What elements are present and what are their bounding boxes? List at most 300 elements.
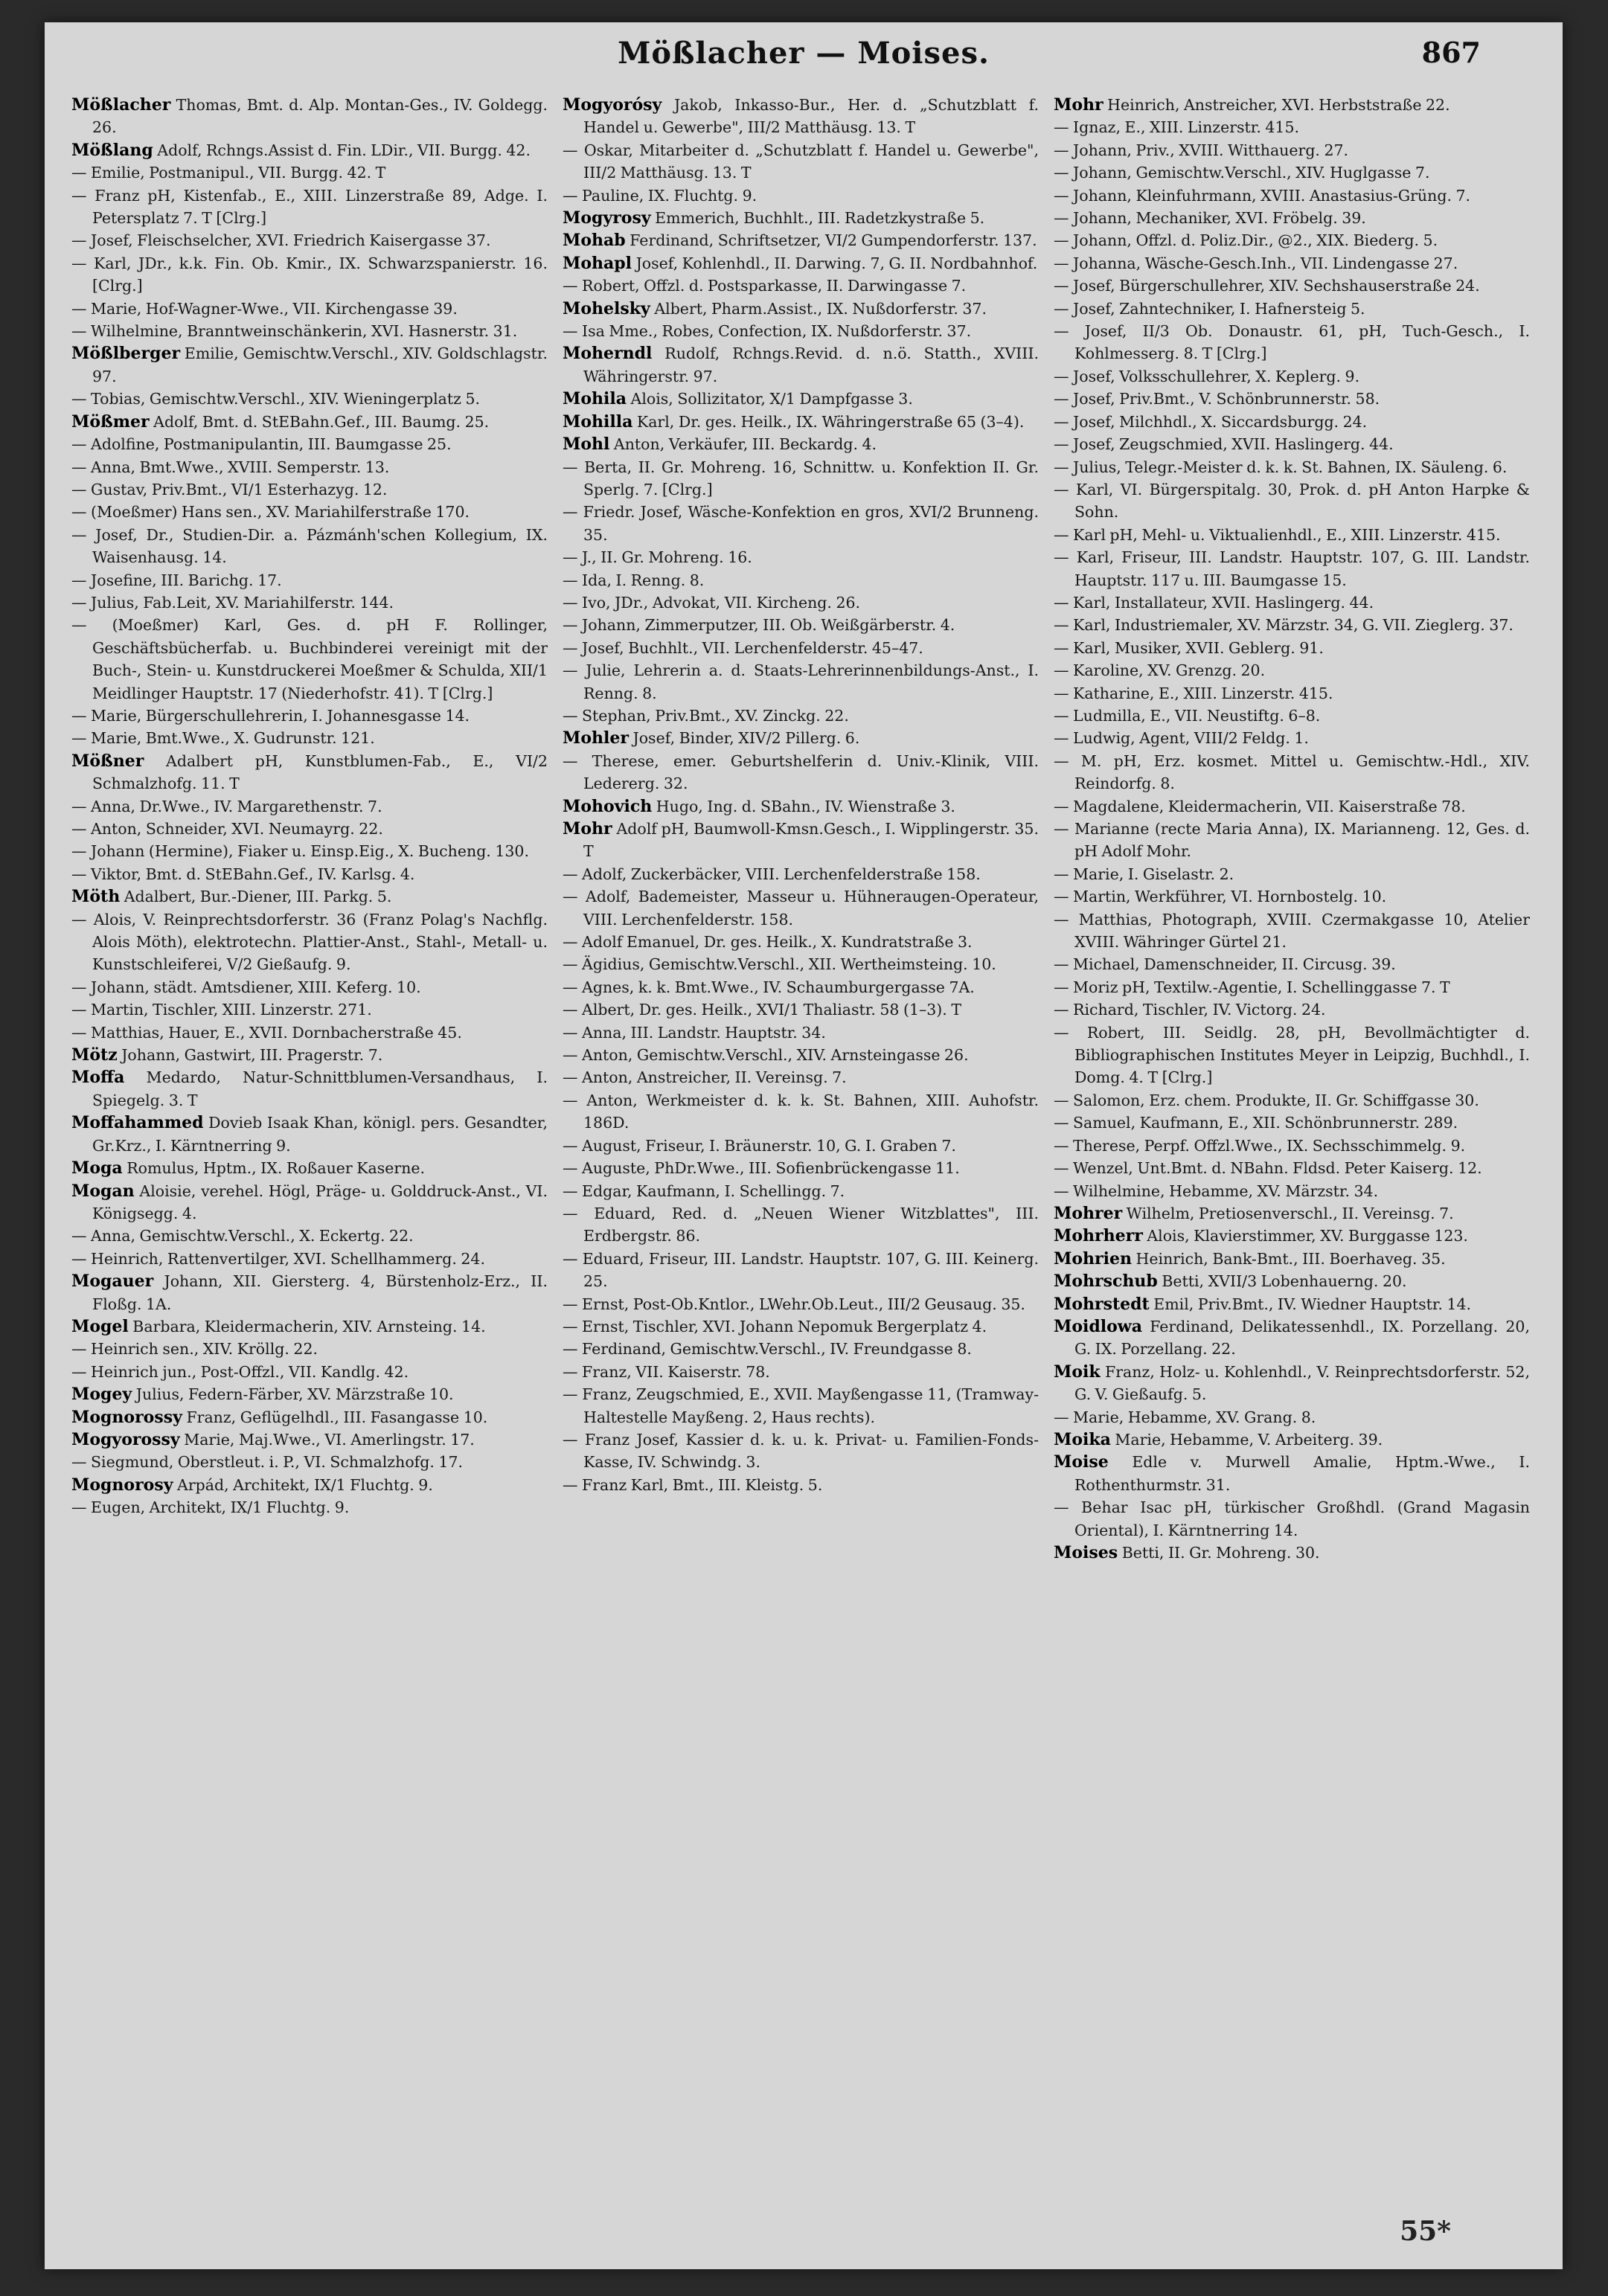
entry-surname: Mogyorossy: [71, 1429, 180, 1449]
directory-entry: [563, 614, 1039, 636]
entry-text: — Ernst, Tischler, XVI. Johann Nepomuk Bergerplatz 4.: [563, 1317, 987, 1335]
entry-surname: Mogyorósy: [563, 95, 662, 115]
directory-entry: [1054, 659, 1530, 682]
entry-text: — Johann, Gemischtw.Verschl., XIV. Huglgasse 7.: [1054, 164, 1430, 182]
directory-entry: [1054, 546, 1530, 591]
directory-entry: [563, 1157, 1039, 1179]
directory-entry: [71, 1270, 548, 1315]
directory-entry: [1054, 1180, 1530, 1202]
directory-entry: [563, 569, 1039, 591]
directory-entry: [1054, 94, 1530, 116]
directory-entry: [1054, 750, 1530, 795]
entry-text: Alois, Klavierstimmer, XV. Burggasse 123.: [1147, 1227, 1468, 1245]
entry-text: — (Moeßmer) Hans sen., XV. Mariahilferstraße 170.: [71, 503, 470, 522]
directory-entry: [71, 1044, 548, 1066]
directory-entry: [1054, 908, 1530, 954]
directory-entry: [71, 1157, 548, 1179]
directory-entry: [563, 342, 1039, 388]
directory-entry: [71, 1225, 548, 1247]
entry-text: Heinrich, Bank-Bmt., III. Boerhaveg. 35.: [1135, 1249, 1446, 1268]
directory-entry: [1054, 320, 1530, 365]
entry-text: — Adolf, Bademeister, Masseur u. Hühneraugen-Operateur, VIII. Lerchenfelderstr. 158.: [563, 888, 1039, 929]
directory-entry: [563, 456, 1039, 501]
directory-entry: [71, 1383, 548, 1405]
entry-text: Adalbert, Bur.-Diener, III. Parkg. 5.: [124, 888, 392, 906]
entry-surname: Mößlberger: [71, 344, 181, 364]
directory-entry: [1054, 1089, 1530, 1112]
entry-text: — Julius, Fab.Leit, XV. Mariahilferstr. 144.: [71, 593, 394, 612]
entry-text: — Robert, Offzl. d. Postsparkasse, II. Darwingasse 7.: [563, 277, 967, 295]
directory-entry: [563, 1338, 1039, 1360]
directory-entry: [563, 185, 1039, 207]
directory-entry: [1054, 1248, 1530, 1270]
directory-entry: [563, 727, 1039, 749]
directory-entry: [71, 1315, 548, 1338]
entry-text: — Johann, Priv., XVIII. Witthauerg. 27.: [1054, 141, 1349, 159]
directory-entry: [1054, 1293, 1530, 1315]
entry-text: — Albert, Dr. ges. Heilk., XVI/1 Thaliastr. 58 (1–3). T: [563, 1001, 961, 1019]
entry-text: — Ignaz, E., XIII. Linzerstr. 415.: [1054, 118, 1300, 137]
page-number: 867: [1421, 36, 1481, 69]
entry-surname: Mohler: [563, 728, 629, 748]
entry-text: Rudolf, Rchngs.Revid. d. n.ö. Statth., XVIII. Währingerstr. 97.: [583, 344, 1039, 385]
entry-text: — (Moeßmer) Karl, Ges. d. pH F. Rollinger, Geschäftsbücherfab. u. Buchbinderei vereinigt mit der Buch-, Stein- u. Kunstdruckerei Moeßmer & Schulda, XII/1 Meidlinger Hauptstr. 17 (Niederhofstr. 41). T [Clrg.]: [71, 616, 548, 702]
directory-entry: [1054, 1542, 1530, 1564]
directory-entry: [563, 795, 1039, 818]
entry-text: Marie, Hebamme, V. Arbeiterg. 39.: [1115, 1430, 1383, 1449]
directory-entry: [1054, 478, 1530, 524]
entry-text: — Josef, Zahntechniker, I. Hafnersteig 5.: [1054, 299, 1365, 318]
entry-text: — Anna, Bmt.Wwe., XVIII. Semperstr. 13.: [71, 458, 390, 476]
directory-entry: [1054, 1202, 1530, 1225]
directory-entry: [71, 705, 548, 727]
directory-entry: [563, 501, 1039, 546]
entry-surname: Mogauer: [71, 1272, 154, 1292]
entry-text: — Martin, Werkführer, VI. Hornbostelg. 10.: [1054, 888, 1387, 906]
entry-text: — Magdalene, Kleidermacherin, VII. Kaiserstraße 78.: [1054, 797, 1466, 815]
directory-entry: [1054, 456, 1530, 478]
directory-entry: [563, 1315, 1039, 1338]
entry-text: — Eugen, Architekt, IX/1 Fluchtg. 9.: [71, 1498, 350, 1517]
directory-entry: [563, 275, 1039, 297]
entry-text: — Samuel, Kaufmann, E., XII. Schönbrunnerstr. 289.: [1054, 1114, 1458, 1132]
directory-entry: [1054, 1361, 1530, 1406]
entry-text: — Ägidius, Gemischtw.Verschl., XII. Wertheimsteing. 10.: [563, 955, 996, 974]
entry-surname: Mötz: [71, 1045, 118, 1065]
entry-surname: Mohr: [563, 819, 612, 838]
entry-surname: Mogyrosy: [563, 208, 651, 228]
directory-entry: [1054, 116, 1530, 138]
directory-entry: [1054, 298, 1530, 320]
directory-entry: [563, 94, 1039, 139]
directory-entry: [71, 1428, 548, 1451]
entry-text: — Martin, Tischler, XIII. Linzerstr. 271.: [71, 1001, 372, 1019]
directory-entry: [71, 818, 548, 840]
directory-entry: [563, 1361, 1039, 1383]
directory-entry: [563, 388, 1039, 410]
entry-text: Betti, II. Gr. Mohreng. 30.: [1121, 1544, 1320, 1562]
entry-surname: Moik: [1054, 1362, 1101, 1382]
directory-entry: [71, 388, 548, 410]
entry-surname: Mogey: [71, 1385, 132, 1405]
entry-text: — Johanna, Wäsche-Gesch.Inh., VII. Lindengasse 27.: [1054, 254, 1458, 272]
entry-text: — Isa Mme., Robes, Confection, IX. Nußdorferstr. 37.: [563, 322, 972, 341]
directory-entry: [71, 252, 548, 298]
entry-surname: Mohl: [563, 434, 610, 455]
directory-entry: [1054, 252, 1530, 275]
directory-entry: [1054, 524, 1530, 546]
entry-text: — Adolfine, Postmanipulantin, III. Baumgasse 25.: [71, 435, 452, 454]
entry-text: — Karl, Installateur, XVII. Haslingerg. 44.: [1054, 593, 1374, 612]
entry-text: — Karl, VI. Bürgerspitalg. 30, Prok. d. pH Anton Harpke & Sohn.: [1054, 480, 1530, 522]
directory-entry: [1054, 976, 1530, 998]
directory-entry: [1054, 614, 1530, 636]
entry-text: — Tobias, Gemischtw.Verschl., XIV. Wieningerplatz 5.: [71, 390, 481, 408]
entry-surname: Moika: [1054, 1429, 1111, 1449]
entry-text: — Anna, III. Landstr. Hauptstr. 34.: [563, 1023, 826, 1042]
entry-text: Karl, Dr. ges. Heilk., IX. Währingerstraße 65 (3–4).: [636, 412, 1025, 431]
directory-entry: [71, 411, 548, 433]
entry-text: Emmerich, Buchhlt., III. Radetzkystraße 5.: [655, 209, 985, 228]
entry-text: — Matthias, Hauer, E., XVII. Dornbacherstraße 45.: [71, 1023, 462, 1042]
entry-surname: Moherndl: [563, 344, 653, 364]
directory-entry: [1054, 818, 1530, 863]
directory-entry: [1054, 705, 1530, 727]
entry-text: — Siegmund, Oberstleut. i. P., VI. Schmalzhofg. 17.: [71, 1453, 463, 1472]
entry-text: — Richard, Tischler, IV. Victorg. 24.: [1054, 1001, 1326, 1019]
directory-entry: [71, 478, 548, 501]
entry-text: — Pauline, IX. Fluchtg. 9.: [563, 186, 757, 205]
directory-entry: [71, 976, 548, 998]
entry-surname: Mohrer: [1054, 1203, 1123, 1223]
directory-page: [45, 22, 1563, 2269]
entry-text: — Josef, Milchhdl., X. Siccardsburgg. 24.: [1054, 412, 1368, 431]
entry-text: — Ludwig, Agent, VIII/2 Feldg. 1.: [1054, 729, 1309, 748]
directory-entry: [563, 546, 1039, 568]
entry-text: — Josef, Bürgerschullehrer, XIV. Sechshauserstraße 24.: [1054, 277, 1480, 295]
entry-text: Adolf, Bmt. d. StEBahn.Gef., III. Baumg. 25.: [153, 412, 490, 431]
entry-text: — Edgar, Kaufmann, I. Schellingg. 7.: [563, 1181, 845, 1200]
entry-text: — Heinrich, Rattenvertilger, XVI. Schellhammerg. 24.: [71, 1249, 485, 1268]
directory-entry: [1054, 1112, 1530, 1134]
entry-surname: Mohapl: [563, 253, 632, 273]
directory-entry: [71, 908, 548, 976]
entry-surname: Mohovich: [563, 796, 653, 816]
entry-text: — Ernst, Post-Ob.Kntlor., LWehr.Ob.Leut., III/2 Geusaug. 35.: [563, 1295, 1025, 1313]
entry-surname: Mohelsky: [563, 298, 650, 318]
directory-entry: [1054, 365, 1530, 388]
directory-entry: [563, 885, 1039, 931]
entry-text: — Franz, Zeugschmied, E., XVII. Mayßengasse 11, (Tramway-Haltestelle Mayßeng. 2, Haus rechts).: [563, 1385, 1039, 1426]
directory-entry: [563, 252, 1039, 275]
directory-entry: [1054, 139, 1530, 161]
directory-entry: [71, 795, 548, 818]
entry-text: — Behar Isac pH, türkischer Großhdl. (Grand Magasin Oriental), I. Kärntnerring 14.: [1054, 1498, 1530, 1539]
entry-text: — Anton, Schneider, XVI. Neumayrg. 22.: [71, 820, 383, 838]
entry-text: — Friedr. Josef, Wäsche-Konfektion en gros, XVI/2 Brunneng. 35.: [563, 503, 1039, 544]
directory-entry: [71, 501, 548, 523]
entry-text: — Marie, Hebamme, XV. Grang. 8.: [1054, 1408, 1316, 1426]
entry-text: — Marie, Bmt.Wwe., X. Gudrunstr. 121.: [71, 729, 375, 748]
entry-text: — Moriz pH, Textilw.-Agentie, I. Schellinggasse 7. T: [1054, 978, 1450, 996]
directory-entry: [563, 976, 1039, 998]
entry-text: — Michael, Damenschneider, II. Circusg. 39.: [1054, 955, 1396, 974]
entry-surname: Mohilla: [563, 411, 633, 432]
directory-entry: [71, 320, 548, 342]
directory-entry: [71, 1248, 548, 1270]
entry-text: — M. pH, Erz. kosmet. Mittel u. Gemischtw.-Hdl., XIV. Reindorfg. 8.: [1054, 751, 1530, 793]
entry-text: — Franz, VII. Kaiserstr. 78.: [563, 1362, 770, 1381]
entry-text: — Karl, JDr., k.k. Fin. Ob. Kmir., IX. Schwarzspanierstr. 16. [Clrg.]: [71, 254, 548, 295]
directory-entry: [563, 433, 1039, 455]
directory-entry: [71, 840, 548, 862]
entry-text: — Johann, Offzl. d. Poliz.Dir., @2., XIX. Biederg. 5.: [1054, 231, 1438, 250]
entry-text: — Johann, städt. Amtsdiener, XIII. Keferg. 10.: [71, 978, 421, 996]
entry-text: — Heinrich sen., XIV. Kröllg. 22.: [71, 1340, 318, 1359]
directory-entry: [1054, 1496, 1530, 1542]
directory-entry: [1054, 1315, 1530, 1361]
entry-text: — Karl, Friseur, III. Landstr. Hauptstr. 107, G. III. Landstr. Hauptstr. 117 u. III. Baumgasse 15.: [1054, 548, 1530, 589]
entry-text: — Adolf Emanuel, Dr. ges. Heilk., X. Kundratstraße 3.: [563, 933, 973, 952]
entry-text: — Josef, II/3 Ob. Donaustr. 61, pH, Tuch-Gesch., I. Kohlmesserg. 8. T [Clrg.]: [1054, 322, 1530, 363]
entry-text: Marie, Maj.Wwe., VI. Amerlingstr. 17.: [184, 1430, 475, 1449]
directory-entry: [563, 1066, 1039, 1088]
entry-text: — Johann, Zimmerputzer, III. Ob. Weißgärberstr. 4.: [563, 616, 955, 635]
directory-entry: [71, 342, 548, 388]
directory-entry: [563, 1248, 1039, 1293]
entry-text: Romulus, Hptm., IX. Roßauer Kaserne.: [126, 1159, 426, 1178]
column-1: [71, 94, 548, 2229]
entry-text: — Heinrich jun., Post-Offzl., VII. Kandlg. 42.: [71, 1362, 409, 1381]
entry-text: Dovieb Isaak Khan, königl. pers. Gesandter, Gr.Krz., I. Kärntnerring 9.: [92, 1114, 548, 1155]
directory-entry: [71, 456, 548, 478]
directory-entry: [71, 885, 548, 908]
entry-text: Hugo, Ing. d. SBahn., IV. Wienstraße 3.: [656, 797, 955, 815]
directory-entry: [563, 1022, 1039, 1044]
entry-text: — Wilhelmine, Branntweinschänkerin, XVI. Hasnerstr. 31.: [71, 322, 518, 341]
entry-surname: Mogan: [71, 1181, 135, 1201]
directory-entry: [563, 998, 1039, 1021]
entry-text: — Franz Karl, Bmt., III. Kleistg. 5.: [563, 1475, 823, 1494]
entry-text: — Matthias, Photograph, XVIII. Czermakgasse 10, Atelier XVIII. Währinger Gürtel 21.: [1054, 910, 1530, 952]
directory-entry: [71, 229, 548, 251]
directory-entry: [563, 750, 1039, 795]
entry-text: — Viktor, Bmt. d. StEBahn.Gef., IV. Karlsg. 4.: [71, 865, 415, 883]
entry-surname: Mognorosy: [71, 1475, 173, 1495]
directory-entry: [71, 1022, 548, 1044]
page-header: [45, 36, 1563, 73]
entry-text: Arpád, Architekt, IX/1 Fluchtg. 9.: [177, 1475, 433, 1494]
entry-text: — Josef, Buchhlt., VII. Lerchenfelderstr. 45–47.: [563, 638, 923, 657]
directory-entry: [563, 1044, 1039, 1066]
directory-entry: [1054, 863, 1530, 885]
entry-surname: Moffa: [71, 1068, 125, 1088]
entry-text: Anton, Verkäufer, III. Beckardg. 4.: [613, 435, 877, 454]
entry-text: — Therese, Perpf. Offzl.Wwe., IX. Sechsschimmelg. 9.: [1054, 1136, 1466, 1155]
directory-entry: [563, 1474, 1039, 1496]
entry-text: — Franz Josef, Kassier d. k. u. k. Privat- u. Familien-Fonds-Kasse, IV. Schwindg. 3.: [563, 1430, 1039, 1472]
directory-entry: [1054, 953, 1530, 975]
directory-entry: [563, 139, 1039, 185]
entry-text: Adolf, Rchngs.Assist d. Fin. LDir., VII. Burgg. 42.: [157, 141, 531, 159]
entry-text: — Josef, Priv.Bmt., V. Schönbrunnerstr. 58.: [1054, 390, 1380, 408]
entry-surname: Mohab: [563, 231, 626, 251]
entry-surname: Mößlang: [71, 140, 153, 160]
directory-entry: [1054, 637, 1530, 659]
directory-entry: [563, 1180, 1039, 1202]
entry-text: — Anton, Gemischtw.Verschl., XIV. Arnsteingasse 26.: [563, 1046, 969, 1065]
entry-text: Ferdinand, Delikatessenhdl., IX. Porzellang. 20, G. IX. Porzellang. 22.: [1074, 1317, 1530, 1359]
entry-surname: Moises: [1054, 1543, 1118, 1562]
entry-text: Franz, Geflügelhdl., III. Fasangasse 10.: [186, 1408, 488, 1426]
directory-entry: [71, 524, 548, 569]
entry-text: — Adolf, Zuckerbäcker, VIII. Lerchenfelderstraße 158.: [563, 865, 981, 883]
entry-text: — Eduard, Friseur, III. Landstr. Hauptstr. 107, G. III. Keinerg. 25.: [563, 1249, 1039, 1291]
entry-text: — Ludmilla, E., VII. Neustiftg. 6–8.: [1054, 706, 1321, 725]
directory-entry: [71, 161, 548, 184]
directory-entry: [1054, 207, 1530, 229]
entry-text: Johann, XII. Giersterg. 4, Bürstenholz-Erz., II. Floßg. 1A.: [92, 1272, 548, 1313]
directory-entry: [1054, 1451, 1530, 1496]
entry-text: Franz, Holz- u. Kohlenhdl., V. Reinprechtsdorferstr. 52, G. V. Gießaufg. 5.: [1074, 1362, 1530, 1404]
entry-text: Medardo, Natur-Schnittblumen-Versandhaus, I. Spiegelg. 3. T: [92, 1068, 548, 1109]
directory-entry: [71, 727, 548, 749]
entry-text: — Johann, Kleinfuhrmann, XVIII. Anastasius-Grüng. 7.: [1054, 186, 1471, 205]
entry-text: — Franz pH, Kistenfab., E., XIII. Linzerstraße 89, Adge. I. Petersplatz 7. T [Clrg.]: [71, 186, 548, 228]
entry-text: — Marie, I. Giselastr. 2.: [1054, 865, 1234, 883]
entry-text: — Karoline, XV. Grenzg. 20.: [1054, 661, 1266, 680]
entry-text: — Anna, Gemischtw.Verschl., X. Eckertg. 22.: [71, 1227, 414, 1245]
entry-text: — Marianne (recte Maria Anna), IX. Marianneng. 12, Ges. d. pH Adolf Mohr.: [1054, 820, 1530, 861]
entry-surname: Mogel: [71, 1316, 129, 1336]
directory-entry: [563, 818, 1039, 863]
directory-entry: [563, 1293, 1039, 1315]
entry-text: — Marie, Hof-Wagner-Wwe., VII. Kirchengasse 39.: [71, 299, 458, 318]
directory-entry: [1054, 388, 1530, 410]
entry-text: — Karl, Industriemaler, XV. Märzstr. 34, G. VII. Zieglerg. 37.: [1054, 616, 1513, 635]
entry-text: Ferdinand, Schriftsetzer, VI/2 Gumpendorferstr. 137.: [630, 231, 1037, 250]
entry-text: — Robert, III. Seidlg. 28, pH, Bevollmächtigter d. Bibliographischen Institutes Meyer in Leipzig, Buchhdl., I. Domg. 4. T [Clrg.]: [1054, 1023, 1530, 1087]
directory-entry: [1054, 275, 1530, 297]
directory-entry: [1054, 998, 1530, 1021]
directory-entry: [563, 298, 1039, 320]
entry-text: — Josef, Dr., Studien-Dir. a. Pázmánh'schen Kollegium, IX. Waisenhausg. 14.: [71, 525, 548, 567]
entry-surname: Mößmer: [71, 411, 150, 432]
entry-text: Barbara, Kleidermacherin, XIV. Arnsteing. 14.: [132, 1317, 486, 1335]
directory-entry: [563, 953, 1039, 975]
directory-entry: [563, 207, 1039, 229]
directory-entry: [71, 998, 548, 1021]
directory-entry: [71, 1496, 548, 1519]
entry-surname: Mößlacher: [71, 95, 171, 115]
directory-entry: [563, 637, 1039, 659]
entry-text: — Auguste, PhDr.Wwe., III. Sofienbrückengasse 11.: [563, 1159, 960, 1178]
directory-entry: [71, 1451, 548, 1473]
directory-entry: [1054, 727, 1530, 749]
entry-text: — Alois, V. Reinprechtsdorferstr. 36 (Franz Polag's Nachflg. Alois Möth), elektrotechn. Plattier-Anst., Stahl-, Metall- u. Kunstschleiferei, V/2 Gießaufg. 9.: [71, 910, 548, 974]
directory-entry: [71, 1338, 548, 1360]
entry-text: — Anna, Dr.Wwe., IV. Margarethenstr. 7.: [71, 797, 382, 815]
entry-text: Heinrich, Anstreicher, XVI. Herbststraße 22.: [1107, 96, 1450, 114]
entry-text: Thomas, Bmt. d. Alp. Montan-Ges., IV. Goldegg. 26.: [92, 96, 548, 137]
entry-text: — J., II. Gr. Mohreng. 16.: [563, 548, 752, 567]
entry-text: — Josef, Fleischselcher, XVI. Friedrich Kaisergasse 37.: [71, 231, 491, 250]
directory-entry: [563, 1202, 1039, 1248]
entry-text: — Karl, Musiker, XVII. Geblerg. 91.: [1054, 638, 1324, 657]
directory-entry: [71, 1066, 548, 1112]
entry-text: — Josefine, III. Barichg. 17.: [71, 571, 282, 589]
directory-entry: [71, 750, 548, 795]
entry-text: — Ivo, JDr., Advokat, VII. Kircheng. 26.: [563, 593, 861, 612]
entry-surname: Mognorossy: [71, 1407, 182, 1427]
directory-entry: [1054, 682, 1530, 705]
entry-text: Adalbert pH, Kunstblumen-Fab., E., VI/2 Schmalzhofg. 11. T: [92, 751, 548, 793]
directory-entry: [71, 94, 548, 139]
signature-mark: 55*: [1400, 2216, 1451, 2247]
entry-text: — Marie, Bürgerschullehrerin, I. Johannesgasse 14.: [71, 706, 470, 725]
directory-entry: [71, 1406, 548, 1428]
entry-text: Johann, Gastwirt, III. Pragerstr. 7.: [121, 1046, 383, 1065]
column-2: [563, 94, 1039, 2229]
entry-surname: Mohrien: [1054, 1248, 1132, 1269]
entry-text: — Salomon, Erz. chem. Produkte, II. Gr. Schiffgasse 30.: [1054, 1091, 1479, 1109]
directory-entry: [1054, 1270, 1530, 1292]
directory-entry: [1054, 229, 1530, 251]
entry-text: — Johann (Hermine), Fiaker u. Einsp.Eig., X. Bucheng. 130.: [71, 842, 529, 861]
entry-text: Wilhelm, Pretiosenverschl., II. Vereinsg. 7.: [1126, 1204, 1454, 1222]
entry-surname: Mohrstedt: [1054, 1294, 1150, 1314]
entry-surname: Moidlowa: [1054, 1316, 1142, 1336]
entry-text: — August, Friseur, I. Bräunerstr. 10, G. I. Graben 7.: [563, 1136, 956, 1155]
entry-surname: Mohrschub: [1054, 1272, 1158, 1292]
directory-entry: [563, 320, 1039, 342]
directory-entry: [71, 185, 548, 230]
entry-text: — Josef, Volksschullehrer, X. Keplerg. 9.: [1054, 367, 1360, 385]
directory-entry: [71, 1180, 548, 1225]
directory-entry: [71, 433, 548, 455]
directory-entry: [563, 705, 1039, 727]
directory-entry: [563, 1135, 1039, 1157]
entry-text: Josef, Kohlenhdl., II. Darwing. 7, G. II. Nordbahnhof.: [635, 254, 1038, 272]
directory-entry: [1054, 591, 1530, 614]
directory-entry: [71, 298, 548, 320]
column-3: [1054, 94, 1530, 2229]
entry-surname: Moise: [1054, 1452, 1109, 1472]
entry-text: Albert, Pharm.Assist., IX. Nußdorferstr. 37.: [654, 299, 987, 318]
directory-entry: [1054, 1135, 1530, 1157]
directory-entry: [563, 659, 1039, 705]
entry-text: — Josef, Zeugschmied, XVII. Haslingerg. 44.: [1054, 435, 1394, 454]
entry-text: — Julius, Telegr.-Meister d. k. k. St. Bahnen, IX. Säuleng. 6.: [1054, 458, 1508, 476]
directory-entry: [1054, 161, 1530, 184]
directory-entry: [563, 931, 1039, 953]
directory-entry: [71, 1112, 548, 1157]
directory-entry: [1054, 1225, 1530, 1247]
directory-entry: [1054, 185, 1530, 207]
entry-text: — Ida, I. Renng. 8.: [563, 571, 705, 589]
entry-surname: Möth: [71, 887, 121, 907]
entry-text: Jakob, Inkasso-Bur., Her. d. „Schutzblatt f. Handel u. Gewerbe", III/2 Matthäusg. 13. T: [583, 96, 1039, 137]
entry-text: — Wenzel, Unt.Bmt. d. NBahn. Fldsd. Peter Kaiserg. 12.: [1054, 1159, 1482, 1178]
entry-text: — Gustav, Priv.Bmt., VI/1 Esterhazyg. 12.: [71, 480, 388, 498]
entry-text: Adolf pH, Baumwoll-Kmsn.Gesch., I. Wipplingerstr. 35. T: [583, 820, 1039, 861]
directory-entry: [1054, 411, 1530, 433]
directory-entry: [1054, 1428, 1530, 1451]
directory-entry: [71, 614, 548, 705]
directory-entry: [1054, 1157, 1530, 1179]
directory-entry: [563, 1383, 1039, 1428]
entry-text: Emil, Priv.Bmt., IV. Wiedner Hauptstr. 14.: [1153, 1295, 1472, 1313]
